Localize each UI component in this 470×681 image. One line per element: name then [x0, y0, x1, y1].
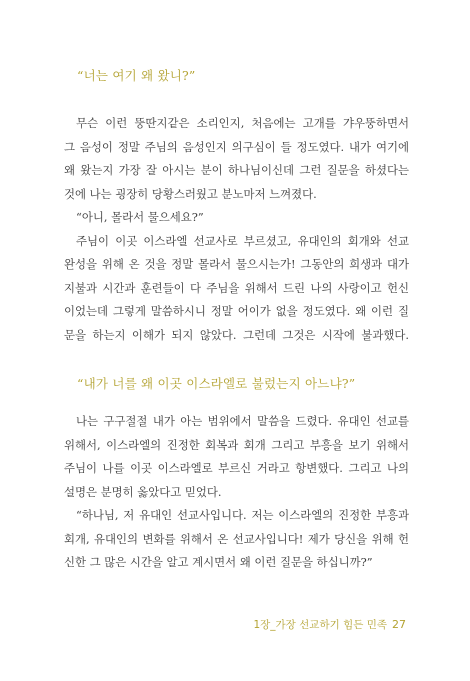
text-line: 회개, 유대인의 변화를 위해서 온 선교사입니다! 제가 당신을 위해 헌: [64, 531, 409, 546]
text-line: 주님이 나를 이곳 이스라엘로 부르신 거라고 항변했다. 그리고 나의: [64, 461, 409, 475]
text-line: 설명은 분명히 옳았다고 믿었다.: [64, 484, 222, 499]
paragraph-block-2: [64, 410, 409, 575]
paragraph-block-1: [64, 112, 409, 347]
text-line: 무슨 이런 뚱딴지같은 소리인지, 처음에는 고개를 갸우뚱하면서: [76, 116, 409, 130]
text-line: 문을 하는지 이해가 되지 않았다. 그런데 그것은 시작에 불과했다.: [64, 327, 409, 342]
text-line: “하나님, 저 유대인 선교사입니다. 저는 이스라엘의 진정한 부흥과: [76, 508, 409, 522]
quote-heading-1: “너는 여기 왜 왔니?”: [77, 68, 196, 83]
chapter-title: 1장_가장 선교하기 힘든 민족: [253, 619, 387, 631]
text-line: 것에 나는 굉장히 당황스러웠고 분노마저 느껴졌다.: [64, 186, 317, 201]
text-line: 신한 그 많은 시간을 알고 계시면서 왜 이런 질문을 하십니까?”: [64, 555, 373, 569]
text-line: “아니, 몰라서 물으세요?”: [76, 210, 204, 224]
text-line: 왜 왔는지 가장 잘 아시는 분이 하나님이신데 그런 질문을 하셨다는: [64, 163, 409, 177]
text-line: 그 음성이 정말 주님의 음성인지 의구심이 들 정도였다. 내가 여기에: [64, 139, 409, 154]
text-line: 지불과 시간과 훈련들이 다 주님을 위해서 드린 나의 사랑이고 헌신: [64, 280, 409, 295]
text-line: 이었는데 그렇게 말씀하시니 정말 어이가 없을 정도였다. 왜 이런 질: [64, 304, 409, 318]
text-line: 완성을 위해 온 것을 정말 몰라서 물으시는가! 그동안의 희생과 대가: [64, 257, 409, 271]
page-footer: [253, 617, 406, 632]
quote-heading-2: “내가 너를 왜 이곳 이스라엘로 불렀는지 아느냐?”: [77, 376, 356, 391]
text-line: 나는 구구절절 내가 아는 범위에서 말씀을 드렸다. 유대인 선교를: [76, 414, 409, 428]
text-line: 위해서, 이스라엘의 진정한 회복과 회개 그리고 부흥을 보기 위해서: [64, 437, 409, 452]
page-number: 27: [392, 618, 406, 631]
text-line: 주님이 이곳 이스라엘 선교사로 부르셨고, 유대인의 회개와 선교: [76, 233, 409, 248]
